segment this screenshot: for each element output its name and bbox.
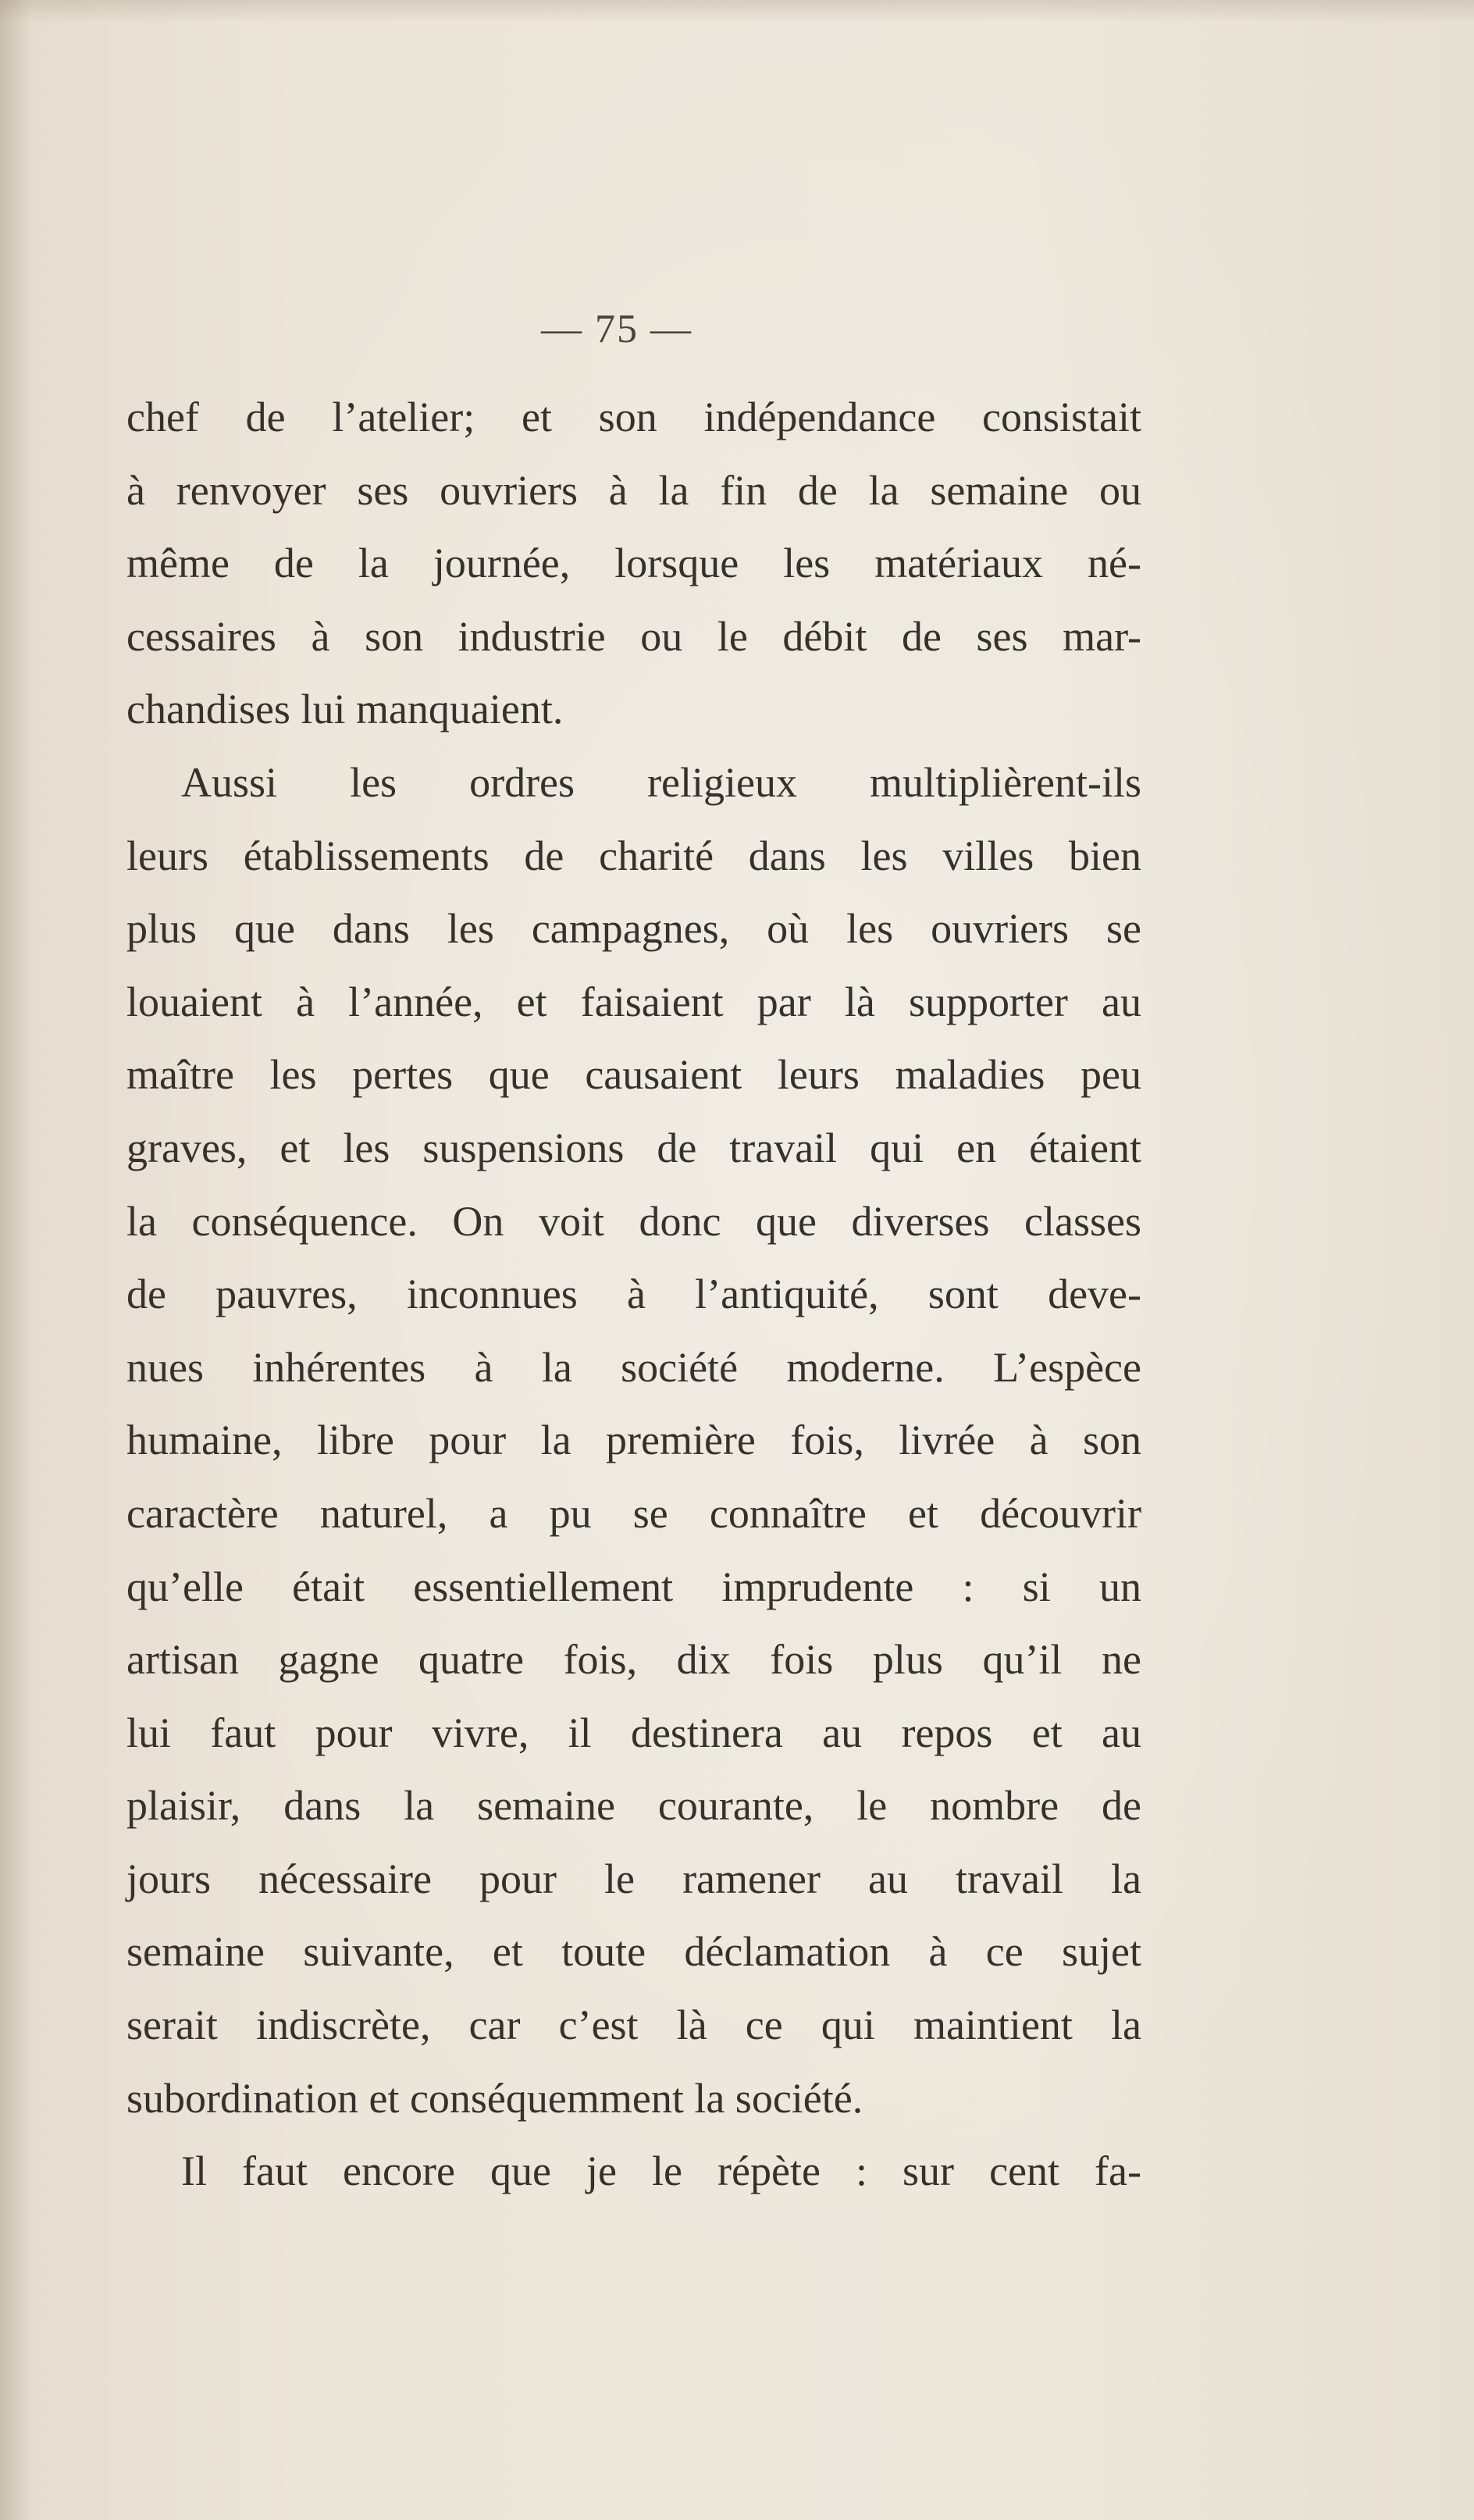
text-line: la conséquence. On voit donc que diverses classes <box>126 1197 1141 1245</box>
text-line: graves, et les suspensions de travail qui en étaient <box>126 1124 1141 1171</box>
text-line: humaine, libre pour la première fois, livrée à son <box>126 1417 1141 1464</box>
text-line: caractère naturel, a pu se connaître et découvrir <box>126 1489 1141 1537</box>
body-text <box>126 381 1141 2208</box>
text-line: chandises lui manquaient. <box>126 686 564 733</box>
text-line: maître les pertes que causaient leurs maladies peu <box>126 1051 1141 1099</box>
text-line: chef de l’atelier; et son indépendance consistait <box>126 394 1141 440</box>
page-edge-shadow <box>0 0 31 2520</box>
text-line: cessaires à son industrie ou le débit de ses mar- <box>126 612 1141 660</box>
text-line: lui faut pour vivre, il destinera au repos et au <box>126 1709 1141 1756</box>
text-line: leurs établissements de charité dans les villes bien <box>126 832 1141 879</box>
text-line: serait indiscrète, car c’est là ce qui maintient la <box>126 2001 1141 2049</box>
text-line: Aussi les ordres religieux multiplièrent-ils <box>181 758 1141 806</box>
text-line: plus que dans les campagnes, où les ouvriers se <box>126 905 1141 953</box>
text-line: artisan gagne quatre fois, dix fois plus qu’il ne <box>126 1636 1141 1684</box>
text-line: même de la journée, lorsque les matériaux né- <box>126 540 1141 587</box>
text-line: louaient à l’année, et faisaient par là supporter au <box>126 978 1141 1025</box>
page-number: — 75 — <box>541 307 692 351</box>
text-line: à renvoyer ses ouvriers à la fin de la semaine ou <box>126 466 1141 514</box>
text-line: semaine suivante, et toute déclamation à ce sujet <box>126 1928 1141 1976</box>
page-top-shadow <box>0 0 1474 23</box>
text-line: nues inhérentes à la société moderne. L’espèce <box>126 1343 1141 1391</box>
text-line: subordination et conséquemment la société. <box>126 2074 863 2122</box>
text-line: Il faut encore que je le répète : sur cent fa- <box>181 2148 1141 2195</box>
text-line: de pauvres, inconnues à l’antiquité, sont deve- <box>126 1271 1141 1318</box>
text-line: jours nécessaire pour le ramener au travail la <box>126 1855 1141 1902</box>
text-line: qu’elle était essentiellement imprudente : si un <box>126 1563 1141 1610</box>
text-line: plaisir, dans la semaine courante, le nombre de <box>126 1782 1141 1830</box>
